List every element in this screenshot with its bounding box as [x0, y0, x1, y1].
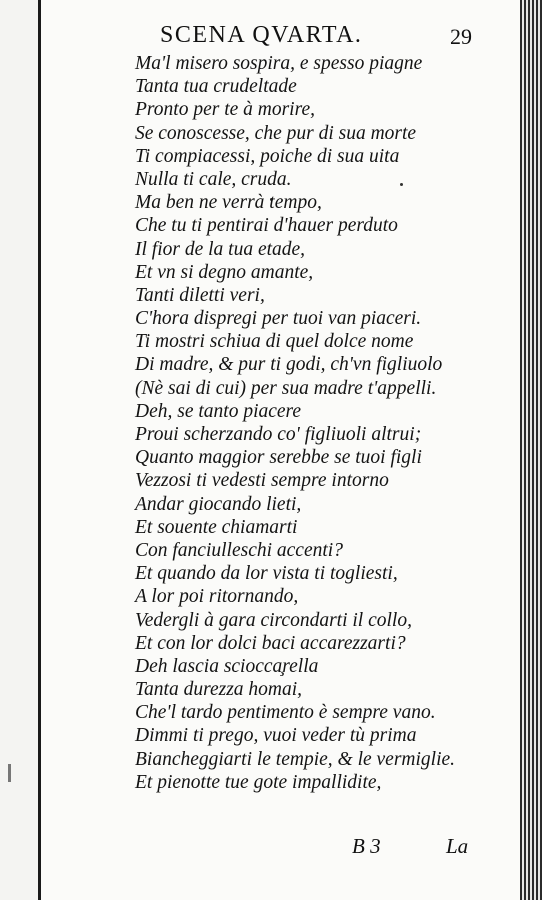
verse-line: C'hora dispregi per tuoi van piaceri. — [135, 308, 422, 330]
verse-line: Tanti diletti veri, — [135, 284, 265, 306]
verse-line: Quanto maggior serebbe se tuoi figli — [135, 447, 422, 469]
page-header — [160, 22, 520, 52]
verse-line: Di madre, & pur ti godi, ch'vn figliuolo — [135, 354, 443, 376]
margin-mark — [8, 764, 11, 782]
verse-line: Che tu ti pentirai d'hauer perduto — [135, 215, 398, 237]
verse-line: Vedergli à gara circondarti il collo, — [135, 609, 412, 631]
verse-line: (Nè sai di cui) per sua madre t'appelli. — [135, 377, 437, 399]
page-number: 29 — [450, 24, 472, 49]
page-footer — [352, 834, 512, 864]
verse-line: Pronto per te à morire, — [135, 99, 315, 121]
catchword: La — [446, 834, 469, 858]
verse-line: Tanta durezza homai, — [135, 679, 303, 701]
page-fore-edge — [520, 0, 542, 900]
verse-line: Et con lor dolci baci accarezzarti? — [135, 632, 406, 654]
running-head: SCENA QVARTA. — [160, 22, 363, 48]
verse-line: Et quando da lor vista ti togliesti, — [135, 563, 398, 585]
verse-line: Dimmi ti prego, vuoi veder tù prima — [135, 725, 417, 747]
verse-line: Che'l tardo pentimento è sempre vano. — [135, 702, 436, 724]
verse-line: Andar giocando lieti, — [135, 493, 302, 515]
verse-line: Nulla ti cale, cruda. — [135, 168, 292, 190]
verse-line: Se conoscesse, che pur di sua morte — [135, 122, 417, 144]
verse-line: Ti mostri schiua di quel dolce nome — [135, 331, 414, 353]
verse-line: Con fanciulleschi accenti? — [135, 539, 343, 561]
verse-line: Ma'l misero sospira, e spesso piagne — [135, 53, 423, 74]
verse-line: Deh lascia sciocca̧rella — [135, 655, 319, 677]
verse-line: Ma ben ne verrà tempo, — [135, 192, 322, 214]
verse-line: Proui scherzando co' figliuoli altrui; — [135, 424, 422, 445]
signature-mark: B 3 — [352, 834, 381, 858]
verse-line: Biancheggiarti le tempie, & le vermiglie. — [135, 748, 456, 770]
verse-line: Deh, se tanto piacere — [135, 400, 302, 422]
verse-line: Tanta tua crudeltade — [135, 76, 297, 98]
verse-line: Et vn si degno amante, — [135, 261, 314, 283]
verse-line: Il fior de la tua etade, — [135, 238, 306, 260]
verse-line: A lor poi ritornando, — [135, 586, 299, 608]
verse-line: Vezzosi ti vedesti sempre intorno — [135, 470, 389, 492]
verse-line: Ti compiacessi, poiche di sua uita — [135, 145, 400, 167]
verse-block — [135, 52, 515, 794]
page-spine-edge — [38, 0, 41, 900]
verse-line: Et pienotte tue gote impallidite, — [135, 771, 382, 793]
verse-line: Et souente chiamarti — [135, 516, 298, 538]
gutter-shadow — [0, 0, 38, 900]
